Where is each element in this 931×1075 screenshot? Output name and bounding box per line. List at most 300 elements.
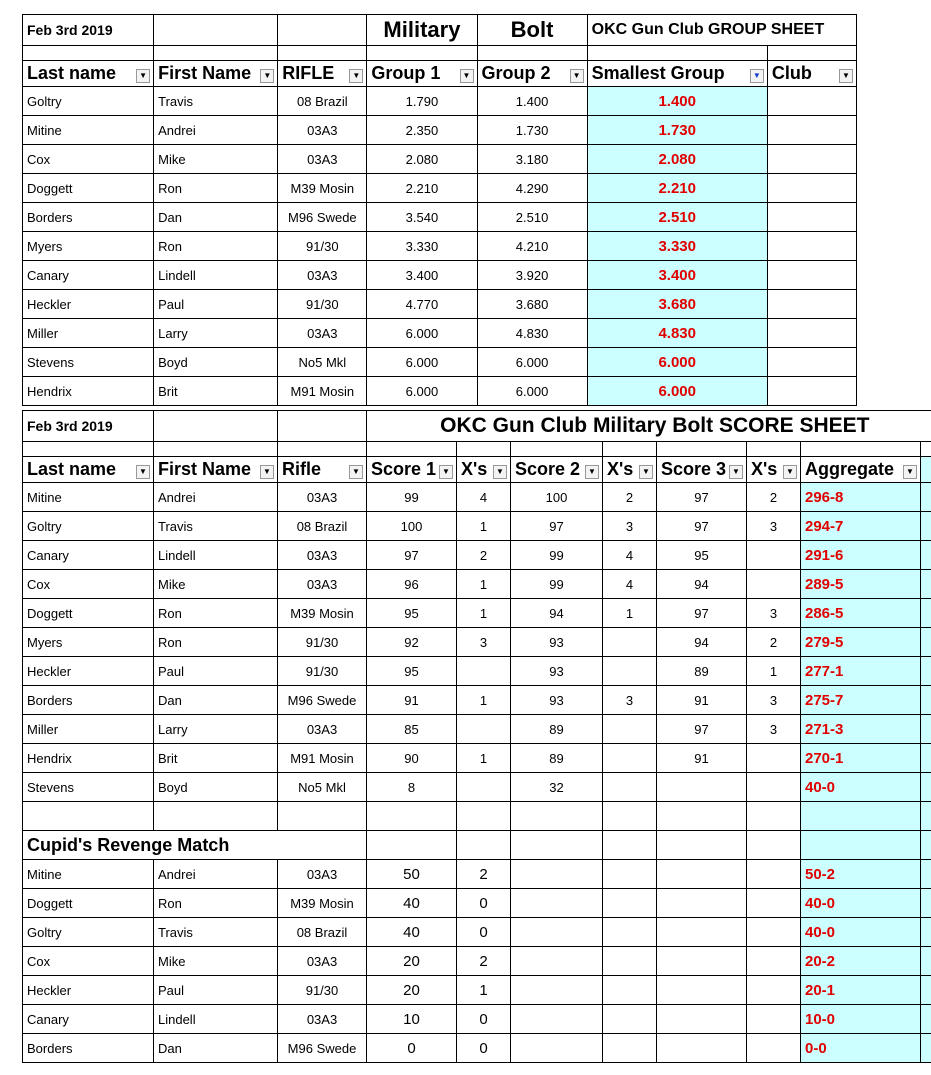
first-name-cell[interactable]: Dan	[154, 203, 278, 232]
aggregate-cell[interactable]: 296-8	[801, 483, 921, 512]
xs-3-cell[interactable]: 3	[747, 715, 801, 744]
score-3-cell[interactable]	[657, 773, 747, 802]
last-name-cell[interactable]: Cox	[23, 145, 154, 174]
last-name-cell[interactable]: Mitine	[23, 116, 154, 145]
empty-cell[interactable]	[747, 1034, 801, 1063]
extra-cell[interactable]	[921, 541, 931, 570]
score-2-cell[interactable]: 93	[511, 628, 603, 657]
rifle-cell[interactable]: M91 Mosin	[278, 744, 367, 773]
sort-dropdown-icon[interactable]: ▼	[750, 69, 764, 83]
rifle-cell[interactable]: 03A3	[278, 261, 367, 290]
first-name-cell[interactable]: Travis	[154, 512, 278, 541]
last-name-cell[interactable]: Myers	[23, 628, 154, 657]
dropdown-arrow-icon[interactable]: ▼	[260, 465, 274, 479]
score-1-cell[interactable]: 96	[367, 570, 457, 599]
first-name-cell[interactable]: Lindell	[154, 1005, 278, 1034]
extra-cell[interactable]	[921, 628, 931, 657]
empty-cell[interactable]	[747, 1005, 801, 1034]
extra-cell[interactable]	[921, 570, 931, 599]
extra-cell[interactable]	[921, 860, 931, 889]
rifle-cell[interactable]: 08 Brazil	[278, 918, 367, 947]
score-2-cell[interactable]: 32	[511, 773, 603, 802]
empty-cell[interactable]	[657, 976, 747, 1005]
extra-cell[interactable]	[921, 947, 931, 976]
col-first-name[interactable]: First Name ▼	[154, 457, 278, 483]
xs-2-cell[interactable]: 1	[603, 599, 657, 628]
empty-cell[interactable]	[657, 889, 747, 918]
aggregate-cell[interactable]: 0-0	[801, 1034, 921, 1063]
aggregate-cell[interactable]: 291-6	[801, 541, 921, 570]
last-name-cell[interactable]: Canary	[23, 541, 154, 570]
empty-cell[interactable]	[657, 1005, 747, 1034]
rifle-cell[interactable]: M96 Swede	[278, 686, 367, 715]
xs-3-cell[interactable]: 1	[747, 657, 801, 686]
xs-2-cell[interactable]: 3	[603, 686, 657, 715]
rifle-cell[interactable]: 03A3	[278, 947, 367, 976]
empty-cell[interactable]	[657, 860, 747, 889]
xs-cell[interactable]: 2	[457, 860, 511, 889]
dropdown-arrow-icon[interactable]: ▼	[639, 465, 653, 479]
extra-cell[interactable]	[921, 1005, 931, 1034]
score-2-cell[interactable]: 93	[511, 686, 603, 715]
group-1-cell[interactable]: 1.790	[367, 87, 477, 116]
empty-cell[interactable]	[511, 889, 603, 918]
rifle-cell[interactable]: 03A3	[278, 116, 367, 145]
col-last-name[interactable]: Last name ▼	[23, 61, 154, 87]
score-1-cell[interactable]: 90	[367, 744, 457, 773]
last-name-cell[interactable]: Goltry	[23, 87, 154, 116]
smallest-group-cell[interactable]: 1.400	[587, 87, 767, 116]
group-2-cell[interactable]: 6.000	[477, 348, 587, 377]
first-name-cell[interactable]: Brit	[154, 744, 278, 773]
xs-2-cell[interactable]: 4	[603, 541, 657, 570]
first-name-cell[interactable]: Mike	[154, 947, 278, 976]
club-cell[interactable]	[767, 348, 856, 377]
empty-cell[interactable]	[511, 1034, 603, 1063]
extra-cell[interactable]	[921, 1034, 931, 1063]
aggregate-cell[interactable]: 40-0	[801, 773, 921, 802]
rifle-cell[interactable]: No5 Mkl	[278, 773, 367, 802]
group-2-cell[interactable]: 1.730	[477, 116, 587, 145]
empty-cell[interactable]	[657, 918, 747, 947]
col-rifle[interactable]: Rifle ▼	[278, 457, 367, 483]
xs-1-cell[interactable]: 3	[457, 628, 511, 657]
first-name-cell[interactable]: Paul	[154, 976, 278, 1005]
first-name-cell[interactable]: Andrei	[154, 483, 278, 512]
rifle-cell[interactable]: 91/30	[278, 232, 367, 261]
xs-3-cell[interactable]	[747, 541, 801, 570]
xs-1-cell[interactable]: 4	[457, 483, 511, 512]
empty-cell[interactable]	[511, 1005, 603, 1034]
xs-cell[interactable]: 0	[457, 1034, 511, 1063]
rifle-cell[interactable]: 03A3	[278, 715, 367, 744]
empty-cell[interactable]	[747, 889, 801, 918]
group-2-cell[interactable]: 4.210	[477, 232, 587, 261]
dropdown-arrow-icon[interactable]: ▼	[136, 465, 150, 479]
empty-cell[interactable]	[657, 947, 747, 976]
score-2-cell[interactable]: 99	[511, 541, 603, 570]
first-name-cell[interactable]: Mike	[154, 145, 278, 174]
dropdown-arrow-icon[interactable]: ▼	[439, 465, 453, 479]
col-score-3[interactable]: Score 3 ▼	[657, 457, 747, 483]
aggregate-cell[interactable]: 20-1	[801, 976, 921, 1005]
col-xs-1[interactable]: X's ▼	[457, 457, 511, 483]
group-2-cell[interactable]: 1.400	[477, 87, 587, 116]
smallest-group-cell[interactable]: 2.080	[587, 145, 767, 174]
rifle-cell[interactable]: M96 Swede	[278, 1034, 367, 1063]
first-name-cell[interactable]: Ron	[154, 889, 278, 918]
xs-cell[interactable]: 1	[457, 976, 511, 1005]
first-name-cell[interactable]: Dan	[154, 686, 278, 715]
last-name-cell[interactable]: Hendrix	[23, 377, 154, 406]
first-name-cell[interactable]: Paul	[154, 290, 278, 319]
last-name-cell[interactable]: Stevens	[23, 773, 154, 802]
aggregate-cell[interactable]: 271-3	[801, 715, 921, 744]
empty-cell[interactable]	[747, 947, 801, 976]
score-1-cell[interactable]: 92	[367, 628, 457, 657]
empty-cell[interactable]	[603, 1005, 657, 1034]
rifle-cell[interactable]: 03A3	[278, 1005, 367, 1034]
empty-cell[interactable]	[511, 976, 603, 1005]
last-name-cell[interactable]: Doggett	[23, 174, 154, 203]
score-1-cell[interactable]: 100	[367, 512, 457, 541]
last-name-cell[interactable]: Goltry	[23, 918, 154, 947]
first-name-cell[interactable]: Travis	[154, 87, 278, 116]
xs-1-cell[interactable]	[457, 657, 511, 686]
score-1-cell[interactable]: 91	[367, 686, 457, 715]
last-name-cell[interactable]: Mitine	[23, 483, 154, 512]
xs-2-cell[interactable]: 2	[603, 483, 657, 512]
group-1-cell[interactable]: 6.000	[367, 348, 477, 377]
xs-1-cell[interactable]	[457, 773, 511, 802]
group-1-cell[interactable]: 2.350	[367, 116, 477, 145]
extra-cell[interactable]	[921, 976, 931, 1005]
aggregate-cell[interactable]: 289-5	[801, 570, 921, 599]
last-name-cell[interactable]: Miller	[23, 319, 154, 348]
xs-1-cell[interactable]: 1	[457, 570, 511, 599]
first-name-cell[interactable]: Ron	[154, 232, 278, 261]
empty-cell[interactable]	[603, 918, 657, 947]
xs-2-cell[interactable]	[603, 744, 657, 773]
rifle-cell[interactable]: M91 Mosin	[278, 377, 367, 406]
xs-2-cell[interactable]: 4	[603, 570, 657, 599]
col-group-1[interactable]: Group 1 ▼	[367, 61, 477, 87]
xs-2-cell[interactable]	[603, 657, 657, 686]
empty-cell[interactable]	[603, 860, 657, 889]
first-name-cell[interactable]: Ron	[154, 628, 278, 657]
last-name-cell[interactable]: Stevens	[23, 348, 154, 377]
last-name-cell[interactable]: Borders	[23, 1034, 154, 1063]
first-name-cell[interactable]: Boyd	[154, 773, 278, 802]
score-2-cell[interactable]: 89	[511, 744, 603, 773]
group-1-cell[interactable]: 6.000	[367, 319, 477, 348]
xs-3-cell[interactable]: 3	[747, 512, 801, 541]
aggregate-cell[interactable]: 270-1	[801, 744, 921, 773]
score-2-cell[interactable]: 93	[511, 657, 603, 686]
group-1-cell[interactable]: 3.400	[367, 261, 477, 290]
score-cell[interactable]: 0	[367, 1034, 457, 1063]
last-name-cell[interactable]: Goltry	[23, 512, 154, 541]
smallest-group-cell[interactable]: 6.000	[587, 377, 767, 406]
dropdown-arrow-icon[interactable]: ▼	[729, 465, 743, 479]
smallest-group-cell[interactable]: 3.680	[587, 290, 767, 319]
xs-3-cell[interactable]: 2	[747, 628, 801, 657]
first-name-cell[interactable]: Mike	[154, 570, 278, 599]
last-name-cell[interactable]: Hendrix	[23, 744, 154, 773]
group-1-cell[interactable]: 3.330	[367, 232, 477, 261]
score-3-cell[interactable]: 91	[657, 686, 747, 715]
extra-cell[interactable]	[921, 512, 931, 541]
group-1-cell[interactable]: 2.080	[367, 145, 477, 174]
last-name-cell[interactable]: Cox	[23, 947, 154, 976]
score-cell[interactable]: 20	[367, 976, 457, 1005]
rifle-cell[interactable]: M39 Mosin	[278, 599, 367, 628]
rifle-cell[interactable]: 91/30	[278, 628, 367, 657]
smallest-group-cell[interactable]: 1.730	[587, 116, 767, 145]
smallest-group-cell[interactable]: 6.000	[587, 348, 767, 377]
col-first-name[interactable]: First Name ▼	[154, 61, 278, 87]
extra-cell[interactable]	[921, 715, 931, 744]
last-name-cell[interactable]: Heckler	[23, 290, 154, 319]
xs-3-cell[interactable]	[747, 570, 801, 599]
xs-cell[interactable]: 0	[457, 1005, 511, 1034]
xs-1-cell[interactable]: 1	[457, 686, 511, 715]
aggregate-cell[interactable]: 50-2	[801, 860, 921, 889]
group-2-cell[interactable]: 6.000	[477, 377, 587, 406]
empty-cell[interactable]	[747, 860, 801, 889]
club-cell[interactable]	[767, 261, 856, 290]
aggregate-cell[interactable]: 277-1	[801, 657, 921, 686]
aggregate-cell[interactable]: 294-7	[801, 512, 921, 541]
last-name-cell[interactable]: Myers	[23, 232, 154, 261]
smallest-group-cell[interactable]: 4.830	[587, 319, 767, 348]
group-1-cell[interactable]: 3.540	[367, 203, 477, 232]
last-name-cell[interactable]: Cox	[23, 570, 154, 599]
dropdown-arrow-icon[interactable]: ▼	[585, 465, 599, 479]
last-name-cell[interactable]: Heckler	[23, 976, 154, 1005]
score-3-cell[interactable]: 89	[657, 657, 747, 686]
score-3-cell[interactable]: 94	[657, 570, 747, 599]
empty-cell[interactable]	[511, 918, 603, 947]
first-name-cell[interactable]: Travis	[154, 918, 278, 947]
score-3-cell[interactable]: 97	[657, 483, 747, 512]
dropdown-arrow-icon[interactable]: ▼	[260, 69, 274, 83]
xs-cell[interactable]: 0	[457, 889, 511, 918]
xs-1-cell[interactable]: 1	[457, 599, 511, 628]
score-cell[interactable]: 40	[367, 889, 457, 918]
xs-cell[interactable]: 2	[457, 947, 511, 976]
club-cell[interactable]	[767, 290, 856, 319]
empty-cell[interactable]	[657, 1034, 747, 1063]
group-2-cell[interactable]: 4.830	[477, 319, 587, 348]
aggregate-cell[interactable]: 279-5	[801, 628, 921, 657]
col-xs-2[interactable]: X's ▼	[603, 457, 657, 483]
aggregate-cell[interactable]: 286-5	[801, 599, 921, 628]
score-cell[interactable]: 10	[367, 1005, 457, 1034]
aggregate-cell[interactable]: 20-2	[801, 947, 921, 976]
club-cell[interactable]	[767, 232, 856, 261]
first-name-cell[interactable]: Boyd	[154, 348, 278, 377]
empty-cell[interactable]	[511, 947, 603, 976]
score-cell[interactable]: 50	[367, 860, 457, 889]
col-xs-3[interactable]: X's ▼	[747, 457, 801, 483]
extra-cell[interactable]	[921, 686, 931, 715]
score-1-cell[interactable]: 95	[367, 657, 457, 686]
group-1-cell[interactable]: 4.770	[367, 290, 477, 319]
club-cell[interactable]	[767, 203, 856, 232]
club-cell[interactable]	[767, 174, 856, 203]
xs-1-cell[interactable]	[457, 715, 511, 744]
xs-2-cell[interactable]: 3	[603, 512, 657, 541]
last-name-cell[interactable]: Canary	[23, 1005, 154, 1034]
group-2-cell[interactable]: 3.920	[477, 261, 587, 290]
extra-cell[interactable]	[921, 773, 931, 802]
empty-cell[interactable]	[747, 918, 801, 947]
score-cell[interactable]: 20	[367, 947, 457, 976]
aggregate-cell[interactable]: 40-0	[801, 889, 921, 918]
rifle-cell[interactable]: M96 Swede	[278, 203, 367, 232]
score-3-cell[interactable]: 95	[657, 541, 747, 570]
rifle-cell[interactable]: M39 Mosin	[278, 174, 367, 203]
rifle-cell[interactable]: 03A3	[278, 319, 367, 348]
xs-2-cell[interactable]	[603, 628, 657, 657]
col-aggregate[interactable]: Aggregate ▼	[801, 457, 921, 483]
col-group-2[interactable]: Group 2 ▼	[477, 61, 587, 87]
rifle-cell[interactable]: 08 Brazil	[278, 512, 367, 541]
dropdown-arrow-icon[interactable]: ▼	[460, 69, 474, 83]
xs-2-cell[interactable]	[603, 773, 657, 802]
first-name-cell[interactable]: Paul	[154, 657, 278, 686]
xs-1-cell[interactable]: 2	[457, 541, 511, 570]
rifle-cell[interactable]: M39 Mosin	[278, 889, 367, 918]
first-name-cell[interactable]: Larry	[154, 715, 278, 744]
rifle-cell[interactable]: 03A3	[278, 860, 367, 889]
empty-cell[interactable]	[603, 947, 657, 976]
last-name-cell[interactable]: Canary	[23, 261, 154, 290]
last-name-cell[interactable]: Borders	[23, 686, 154, 715]
score-1-cell[interactable]: 99	[367, 483, 457, 512]
first-name-cell[interactable]: Ron	[154, 174, 278, 203]
score-3-cell[interactable]: 97	[657, 599, 747, 628]
col-club[interactable]: Club ▼	[767, 61, 856, 87]
rifle-cell[interactable]: 03A3	[278, 145, 367, 174]
empty-cell[interactable]	[511, 860, 603, 889]
last-name-cell[interactable]: Doggett	[23, 889, 154, 918]
col-score-2[interactable]: Score 2 ▼	[511, 457, 603, 483]
score-1-cell[interactable]: 85	[367, 715, 457, 744]
score-1-cell[interactable]: 95	[367, 599, 457, 628]
group-1-cell[interactable]: 6.000	[367, 377, 477, 406]
score-1-cell[interactable]: 8	[367, 773, 457, 802]
rifle-cell[interactable]: 03A3	[278, 541, 367, 570]
first-name-cell[interactable]: Dan	[154, 1034, 278, 1063]
club-cell[interactable]	[767, 116, 856, 145]
first-name-cell[interactable]: Lindell	[154, 541, 278, 570]
smallest-group-cell[interactable]: 2.210	[587, 174, 767, 203]
aggregate-cell[interactable]: 275-7	[801, 686, 921, 715]
first-name-cell[interactable]: Andrei	[154, 860, 278, 889]
rifle-cell[interactable]: 91/30	[278, 290, 367, 319]
dropdown-arrow-icon[interactable]: ▼	[570, 69, 584, 83]
rifle-cell[interactable]: No5 Mkl	[278, 348, 367, 377]
dropdown-arrow-icon[interactable]: ▼	[349, 69, 363, 83]
extra-cell[interactable]	[921, 483, 931, 512]
score-2-cell[interactable]: 100	[511, 483, 603, 512]
dropdown-arrow-icon[interactable]: ▼	[136, 69, 150, 83]
rifle-cell[interactable]: 03A3	[278, 570, 367, 599]
score-3-cell[interactable]: 97	[657, 715, 747, 744]
extra-cell[interactable]	[921, 918, 931, 947]
rifle-cell[interactable]: 03A3	[278, 483, 367, 512]
col-smallest-group[interactable]: Smallest Group ▼	[587, 61, 767, 87]
xs-3-cell[interactable]: 2	[747, 483, 801, 512]
group-2-cell[interactable]: 3.680	[477, 290, 587, 319]
score-3-cell[interactable]: 94	[657, 628, 747, 657]
xs-1-cell[interactable]: 1	[457, 512, 511, 541]
xs-3-cell[interactable]	[747, 773, 801, 802]
dropdown-arrow-icon[interactable]: ▼	[839, 69, 853, 83]
col-score-1[interactable]: Score 1 ▼	[367, 457, 457, 483]
dropdown-arrow-icon[interactable]: ▼	[783, 465, 797, 479]
first-name-cell[interactable]: Ron	[154, 599, 278, 628]
last-name-cell[interactable]: Heckler	[23, 657, 154, 686]
first-name-cell[interactable]: Larry	[154, 319, 278, 348]
empty-cell[interactable]	[603, 1034, 657, 1063]
aggregate-cell[interactable]: 10-0	[801, 1005, 921, 1034]
last-name-cell[interactable]: Mitine	[23, 860, 154, 889]
col-rifle[interactable]: RIFLE ▼	[278, 61, 367, 87]
smallest-group-cell[interactable]: 3.330	[587, 232, 767, 261]
group-2-cell[interactable]: 3.180	[477, 145, 587, 174]
extra-cell[interactable]	[921, 657, 931, 686]
empty-cell[interactable]	[603, 976, 657, 1005]
extra-cell[interactable]	[921, 599, 931, 628]
first-name-cell[interactable]: Andrei	[154, 116, 278, 145]
empty-cell[interactable]	[747, 976, 801, 1005]
score-2-cell[interactable]: 89	[511, 715, 603, 744]
rifle-cell[interactable]: 91/30	[278, 657, 367, 686]
club-cell[interactable]	[767, 145, 856, 174]
extra-cell[interactable]	[921, 744, 931, 773]
extra-cell[interactable]	[921, 889, 931, 918]
xs-3-cell[interactable]: 3	[747, 599, 801, 628]
xs-2-cell[interactable]	[603, 715, 657, 744]
last-name-cell[interactable]: Doggett	[23, 599, 154, 628]
xs-cell[interactable]: 0	[457, 918, 511, 947]
score-2-cell[interactable]: 94	[511, 599, 603, 628]
dropdown-arrow-icon[interactable]: ▼	[903, 465, 917, 479]
col-last-name[interactable]: Last name ▼	[23, 457, 154, 483]
dropdown-arrow-icon[interactable]: ▼	[493, 465, 507, 479]
group-2-cell[interactable]: 2.510	[477, 203, 587, 232]
group-2-cell[interactable]: 4.290	[477, 174, 587, 203]
club-cell[interactable]	[767, 377, 856, 406]
score-cell[interactable]: 40	[367, 918, 457, 947]
smallest-group-cell[interactable]: 3.400	[587, 261, 767, 290]
smallest-group-cell[interactable]: 2.510	[587, 203, 767, 232]
aggregate-cell[interactable]: 40-0	[801, 918, 921, 947]
last-name-cell[interactable]: Borders	[23, 203, 154, 232]
xs-1-cell[interactable]: 1	[457, 744, 511, 773]
last-name-cell[interactable]: Miller	[23, 715, 154, 744]
score-1-cell[interactable]: 97	[367, 541, 457, 570]
first-name-cell[interactable]: Brit	[154, 377, 278, 406]
rifle-cell[interactable]: 08 Brazil	[278, 87, 367, 116]
score-3-cell[interactable]: 97	[657, 512, 747, 541]
xs-3-cell[interactable]	[747, 744, 801, 773]
dropdown-arrow-icon[interactable]: ▼	[349, 465, 363, 479]
xs-3-cell[interactable]: 3	[747, 686, 801, 715]
